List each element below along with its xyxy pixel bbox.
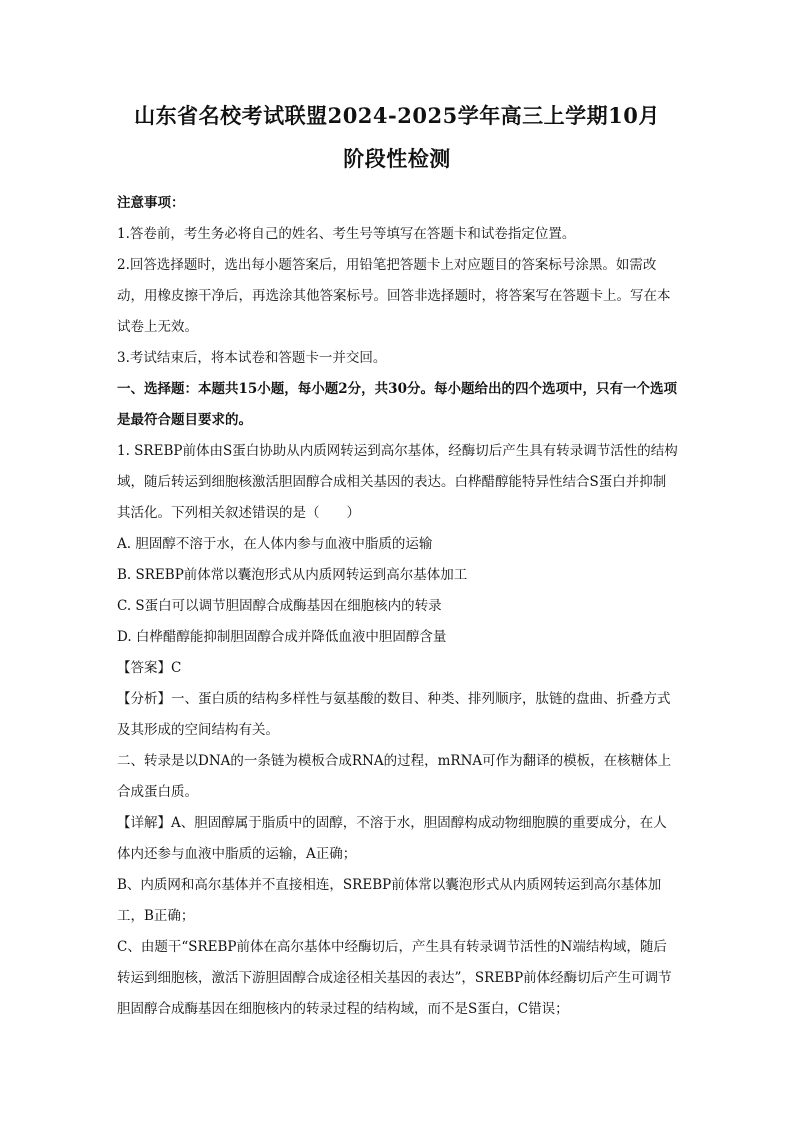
question-stem: 1. SREBP前体由S蛋白协助从内质网转运到高尔基体，经酶切后产生具有转录调节活性的结构域，随后转运到细胞核激活胆固醇合成相关基因的表达。白桦醋醇能特异性结合S蛋白并抑制其活化。下列相关叙述错误的是（ ） [117,443,678,521]
notice-item-1: 1.答卷前，考生务必将自己的姓名、考生号等填写在答题卡和试卷指定位置。 [117,226,576,242]
analysis-2: 二、转录是以DNA的一条链为模板合成RNA的过程，mRNA可作为翻译的模板，在核糖体上合成蛋白质。 [117,753,672,800]
document-body [117,188,679,1025]
answer-line: 【答案】C [117,660,182,676]
detail-c: C、由题干“SREBP前体在高尔基体中经酶切后，产生具有转录调节活性的N端结构域，随后转运到细胞核，激活下游胆固醇合成途径相关基因的表达”，SREBP前体经酶切后产生可调节胆固醇合成酶基因在细胞核内的转录过程的结构域，而不是S蛋白，C错误； [117,939,672,1017]
notice-item-3: 3.考试结束后，将本试卷和答题卡一并交回。 [117,350,387,366]
option-a: A. 胆固醇不溶于水，在人体内参与血液中脂质的运输 [117,536,433,552]
notice-item-2: 2.回答选择题时，选出每小题答案后，用铅笔把答题卡上对应题目的答案标号涂黑。如需改动，用橡皮擦干净后，再选涂其他答案标号。回答非选择题时，将答案写在答题卡上。写在本试卷上无效。 [117,257,671,335]
analysis-1: 【分析】一、蛋白质的结构多样性与氨基酸的数目、种类、排列顺序，肽链的盘曲、折叠方式及其形成的空间结构有关。 [117,691,671,738]
option-d: D. 白桦醋醇能抑制胆固醇合成并降低血液中胆固醇含量 [117,629,447,645]
document-title: 山东省名校考试联盟2024-2025学年高三上学期10月 [134,103,660,128]
option-b: B. SREBP前体常以囊泡形式从内质网转运到高尔基体加工 [117,567,468,583]
detail-b: B、内质网和高尔基体并不直接相连，SREBP前体常以囊泡形式从内质网转运到高尔基体加工，B正确； [117,877,662,924]
section-heading: 一、选择题：本题共15小题，每小题2分，共30分。每小题给出的四个选项中，只有一个选项是最符合题目要求的。 [117,381,677,428]
detail-a: 【详解】A、胆固醇属于脂质中的固醇，不溶于水，胆固醇构成动物细胞膜的重要成分，在人体内还参与血液中脂质的运输，A正确； [117,815,667,862]
option-c: C. S蛋白可以调节胆固醇合成酶基因在细胞核内的转录 [117,598,442,614]
notice-heading: 注意事项： [117,195,185,211]
document-subtitle: 阶段性检测 [343,146,451,171]
